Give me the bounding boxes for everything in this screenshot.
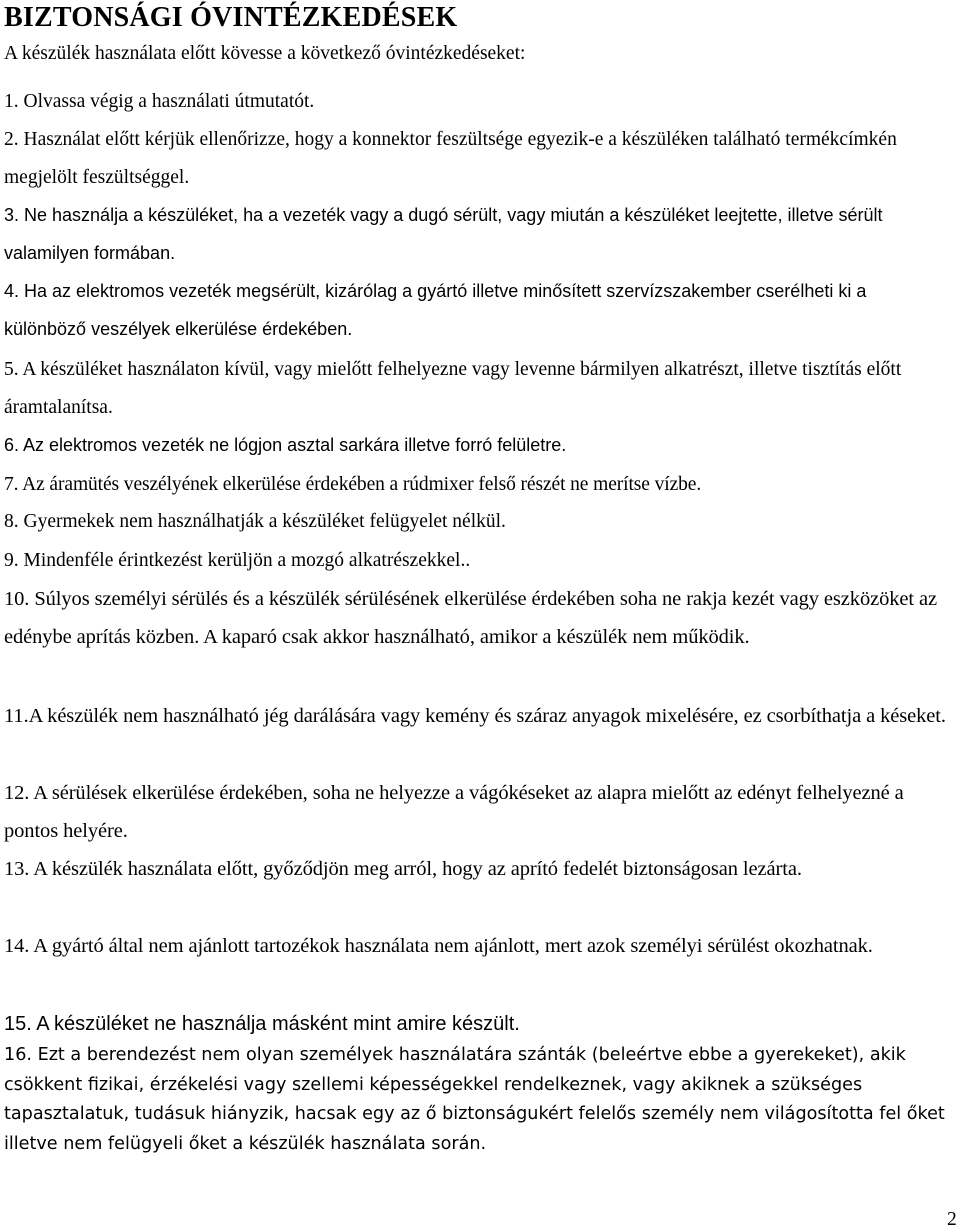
- page-title: BIZTONSÁGI ÓVINTÉZKEDÉSEK: [4, 2, 458, 33]
- list-item: 14. A gyártó által nem ajánlott tartozékok használata nem ajánlott, mert azok személyi sérülést okozhatnak.: [4, 935, 873, 957]
- list-item: 5. A készüléket használaton kívül, vagy mielőtt felhelyezne vagy levenne bármilyen alkatrészt, illetve tisztítás előtt áramtalanítsa.: [4, 359, 902, 418]
- list-item: 12. A sérülések elkerülése érdekében, soha ne helyezze a vágókéseket az alapra mielőtt az edényt felhelyezné a pontos helyére.: [4, 782, 904, 842]
- list-item: 10. Súlyos személyi sérülés és a készülék sérülésének elkerülése érdekében soha ne rakja kezét vagy eszközöket az edénybe aprítás közben. A kaparó csak akkor használható, amikor a készülék nem működik.: [4, 588, 938, 648]
- list-item: 4. Ha az elektromos vezeték megsérült, kizárólag a gyártó illetve minősített szervízszakember cserélheti ki a különböző veszélyek elkerülése érdekében.: [4, 281, 867, 339]
- list-item: 13. A készülék használata előtt, győződjön meg arról, hogy az aprító fedelét biztonságosan lezárta.: [4, 858, 802, 880]
- list-item: 8. Gyermekek nem használhatják a készüléket felügyelet nélkül.: [4, 511, 506, 532]
- list-item: 7. Az áramütés veszélyének elkerülése érdekében a rúdmixer felső részét ne merítse vízbe.: [4, 474, 702, 495]
- list-item: 6. Az elektromos vezeték ne lógjon asztal sarkára illetve forró felületre.: [4, 435, 567, 455]
- page-number: 2: [947, 1209, 957, 1230]
- list-item: 11.A készülék nem használható jég darálására vagy kemény és száraz anyagok mixelésére, ez csorbíthatja a késeket.: [4, 705, 946, 727]
- list-item: 15. A készüléket ne használja másként mint amire készült.: [4, 1013, 520, 1035]
- list-item: 1. Olvassa végig a használati útmutatót.: [4, 91, 315, 112]
- list-item: 9. Mindenféle érintkezést kerüljön a mozgó alkatrészekkel..: [4, 550, 471, 571]
- list-item: 3. Ne használja a készüléket, ha a vezeték vagy a dugó sérült, vagy miután a készüléket leejtette, illetve sérült valamilyen formában.: [4, 205, 883, 263]
- list-item: 16. Ezt a berendezést nem olyan személyek használatára szánták (beleértve ebbe a gyerekeket), akik csökkent fizikai, érzékelési vagy szellemi képességekkel rendelkeznek, vagy akiknek a szükséges tapasztalatuk, tudásuk hiányzik, hacsak egy az ő biztonságukért felelős személy nem világosította fel őket illetve nem felügyeli őket a készülék használata során.: [4, 1045, 945, 1154]
- list-item: 2. Használat előtt kérjük ellenőrizze, hogy a konnektor feszültsége egyezik-e a készüléken található termékcímkén megjelölt feszültséggel.: [4, 129, 897, 188]
- intro-text: A készülék használata előtt kövesse a következő óvintézkedéseket:: [4, 43, 526, 64]
